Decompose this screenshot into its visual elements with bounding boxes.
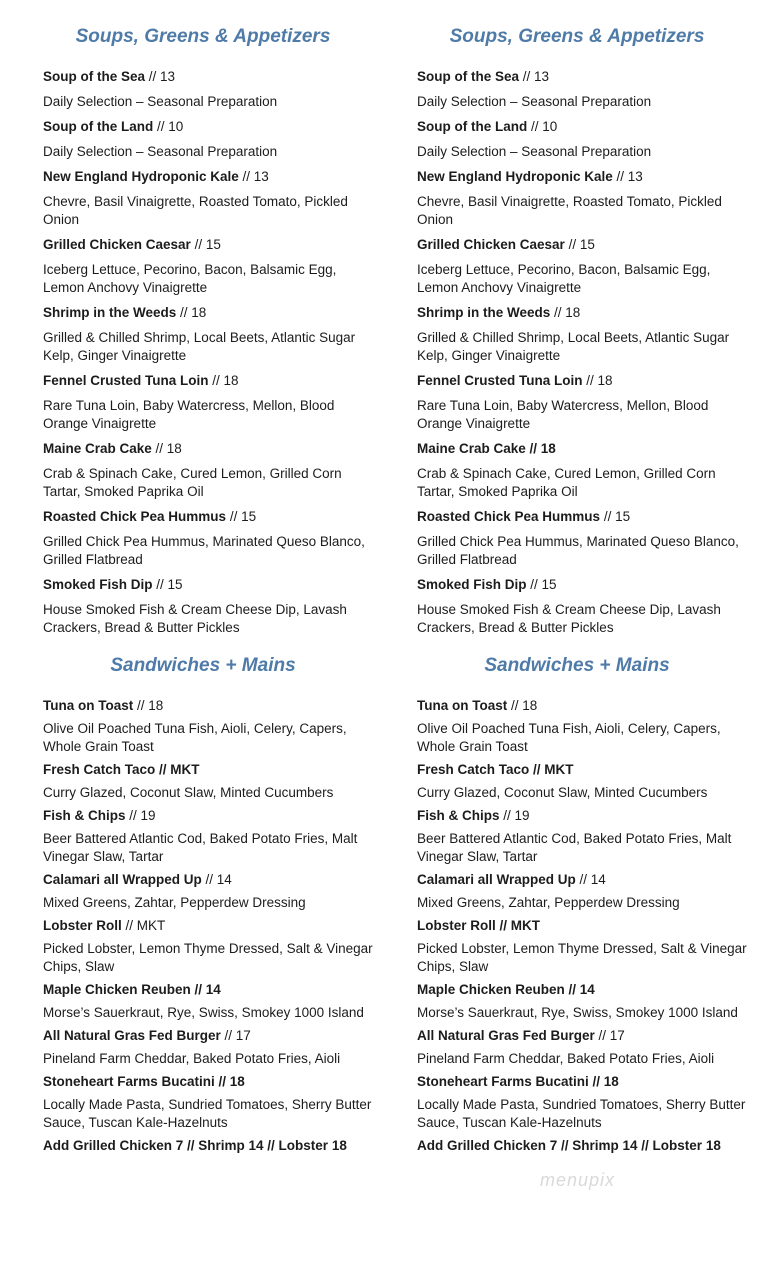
menu-item-description: Locally Made Pasta, Sundried Tomatoes, Sherry Butter Sauce, Tuscan Kale-Hazelnuts bbox=[417, 1097, 746, 1130]
menu-item-name bbox=[417, 1073, 747, 1091]
menu-item-name bbox=[43, 118, 373, 136]
item-title: All Natural Gras Fed Burger bbox=[417, 1028, 595, 1043]
item-title: Maine Crab Cake bbox=[43, 441, 152, 456]
item-title: Shrimp in the Weeds bbox=[417, 305, 551, 320]
section-heading: Soups, Greens & Appetizers bbox=[449, 26, 705, 47]
menu-item-name bbox=[417, 118, 747, 136]
item-title: Tuna on Toast bbox=[417, 698, 508, 713]
menu-item-name bbox=[43, 372, 373, 390]
menu-item-description: Beer Battered Atlantic Cod, Baked Potato Fries, Malt Vinegar Slaw, Tartar bbox=[43, 831, 358, 864]
item-title: Tuna on Toast bbox=[43, 698, 134, 713]
menu-item-name bbox=[43, 68, 373, 86]
item-title: Smoked Fish Dip bbox=[417, 577, 527, 592]
menu-items bbox=[417, 697, 747, 1155]
menu-item-description: House Smoked Fish & Cream Cheese Dip, Lavash Crackers, Bread & Butter Pickles bbox=[417, 602, 721, 635]
item-price: // 17 bbox=[594, 1028, 625, 1043]
item-title: Soup of the Sea bbox=[43, 69, 146, 84]
menu-item-description: Crab & Spinach Cake, Cured Lemon, Grilled Corn Tartar, Smoked Paprika Oil bbox=[417, 466, 716, 499]
item-title: Soup of the Land bbox=[43, 119, 154, 134]
menu-item-name bbox=[417, 168, 747, 186]
menu-item-description: Daily Selection – Seasonal Preparation bbox=[417, 144, 652, 159]
section-heading: Soups, Greens & Appetizers bbox=[75, 26, 331, 47]
item-title: Grilled Chicken Caesar bbox=[43, 237, 191, 252]
menu-item-description: Curry Glazed, Coconut Slaw, Minted Cucumbers bbox=[43, 785, 334, 800]
item-title: Stoneheart Farms Bucatini // 18 bbox=[43, 1074, 245, 1089]
item-title: Calamari all Wrapped Up bbox=[43, 872, 202, 887]
menu-item-name bbox=[43, 304, 373, 322]
item-title: Calamari all Wrapped Up bbox=[417, 872, 576, 887]
menu-item-name bbox=[43, 807, 373, 825]
menu-item-name bbox=[417, 761, 747, 779]
item-title: Fennel Crusted Tuna Loin bbox=[417, 373, 583, 388]
menu-item-description: Mixed Greens, Zahtar, Pepperdew Dressing bbox=[417, 895, 680, 910]
item-price: // 13 bbox=[612, 169, 643, 184]
menu-item-name bbox=[417, 807, 747, 825]
item-title: Fish & Chips bbox=[417, 808, 500, 823]
item-price: // 15 bbox=[564, 237, 595, 252]
menu-item-description: Daily Selection – Seasonal Preparation bbox=[417, 94, 652, 109]
menu-item-name bbox=[43, 1073, 373, 1091]
item-title: Roasted Chick Pea Hummus bbox=[43, 509, 227, 524]
item-price: // 18 bbox=[133, 698, 164, 713]
item-title: Smoked Fish Dip bbox=[43, 577, 153, 592]
menu-item-name bbox=[417, 68, 747, 86]
menu-item-description: Picked Lobster, Lemon Thyme Dressed, Salt & Vinegar Chips, Slaw bbox=[43, 941, 373, 974]
item-price: // 13 bbox=[519, 69, 550, 84]
menu-item-description: House Smoked Fish & Cream Cheese Dip, Lavash Crackers, Bread & Butter Pickles bbox=[43, 602, 347, 635]
menu-item-description: Chevre, Basil Vinaigrette, Roasted Tomato, Pickled Onion bbox=[417, 194, 722, 227]
menu-item-name bbox=[417, 576, 747, 594]
menu-item-name bbox=[43, 440, 373, 458]
menu-items bbox=[417, 68, 747, 644]
menu-item-description: Olive Oil Poached Tuna Fish, Aioli, Celery, Capers, Whole Grain Toast bbox=[43, 721, 347, 754]
menu-item-name bbox=[417, 508, 747, 526]
item-price: // 15 bbox=[226, 509, 257, 524]
add-protein-line: Add Grilled Chicken 7 // Shrimp 14 // Lobster 18 bbox=[43, 1138, 347, 1153]
menu-item-description: Rare Tuna Loin, Baby Watercress, Mellon, Blood Orange Vinaigrette bbox=[43, 398, 335, 431]
item-price: // 15 bbox=[526, 577, 557, 592]
menu-item-description: Iceberg Lettuce, Pecorino, Bacon, Balsamic Egg, Lemon Anchovy Vinaigrette bbox=[43, 262, 337, 295]
item-title: Soup of the Land bbox=[417, 119, 528, 134]
menu-item-description: Morse’s Sauerkraut, Rye, Swiss, Smokey 1000 Island bbox=[417, 1005, 738, 1020]
menu-item-description: Rare Tuna Loin, Baby Watercress, Mellon, Blood Orange Vinaigrette bbox=[417, 398, 709, 431]
menu-item-description: Grilled Chick Pea Hummus, Marinated Queso Blanco, Grilled Flatbread bbox=[43, 534, 365, 567]
menu-item-description: Mixed Greens, Zahtar, Pepperdew Dressing bbox=[43, 895, 306, 910]
menu-item-description: Morse’s Sauerkraut, Rye, Swiss, Smokey 1000 Island bbox=[43, 1005, 364, 1020]
item-title: Fresh Catch Taco // MKT bbox=[43, 762, 200, 777]
menu-item-name bbox=[417, 697, 747, 715]
menu-item-name bbox=[43, 981, 373, 999]
item-price: // 13 bbox=[238, 169, 269, 184]
item-price: // MKT bbox=[121, 918, 166, 933]
menu-item-description: Pineland Farm Cheddar, Baked Potato Fries, Aioli bbox=[417, 1051, 715, 1066]
menu-item-name bbox=[43, 917, 373, 935]
menu-item-description: Chevre, Basil Vinaigrette, Roasted Tomato, Pickled Onion bbox=[43, 194, 348, 227]
item-price: // 18 bbox=[151, 441, 182, 456]
item-title: Lobster Roll bbox=[43, 918, 122, 933]
item-title: Fresh Catch Taco // MKT bbox=[417, 762, 574, 777]
item-price: // 18 bbox=[208, 373, 239, 388]
item-price: // 14 bbox=[575, 872, 606, 887]
menu-item-name bbox=[43, 576, 373, 594]
menu-item-description: Grilled & Chilled Shrimp, Local Beets, Atlantic Sugar Kelp, Ginger Vinaigrette bbox=[417, 330, 730, 363]
section-heading: Sandwiches + Mains bbox=[110, 655, 296, 676]
item-title: All Natural Gras Fed Burger bbox=[43, 1028, 221, 1043]
item-title: New England Hydroponic Kale bbox=[43, 169, 239, 184]
menu-item-description: Picked Lobster, Lemon Thyme Dressed, Salt & Vinegar Chips, Slaw bbox=[417, 941, 747, 974]
item-title: Grilled Chicken Caesar bbox=[417, 237, 565, 252]
item-title: Lobster Roll // MKT bbox=[417, 918, 540, 933]
menu-item-name bbox=[43, 1027, 373, 1045]
item-price: // 18 bbox=[550, 305, 581, 320]
item-price: // 15 bbox=[190, 237, 221, 252]
item-price: // 19 bbox=[125, 808, 156, 823]
menu-item-name bbox=[43, 236, 373, 254]
menu-item-description: Curry Glazed, Coconut Slaw, Minted Cucumbers bbox=[417, 785, 708, 800]
item-price: // 15 bbox=[600, 509, 631, 524]
menu-item-description: Crab & Spinach Cake, Cured Lemon, Grilled Corn Tartar, Smoked Paprika Oil bbox=[43, 466, 342, 499]
menu-item-name bbox=[43, 508, 373, 526]
menu-items bbox=[43, 68, 373, 644]
menu-item-name bbox=[417, 372, 747, 390]
menu-item-name bbox=[43, 697, 373, 715]
menu-item-name bbox=[417, 440, 747, 458]
item-title: Soup of the Sea bbox=[417, 69, 520, 84]
menu-item-description: Pineland Farm Cheddar, Baked Potato Fries, Aioli bbox=[43, 1051, 341, 1066]
item-price: // 18 bbox=[582, 373, 613, 388]
item-title: Maple Chicken Reuben // 14 bbox=[417, 982, 595, 997]
item-price: // 19 bbox=[499, 808, 530, 823]
menu-item-description: Daily Selection – Seasonal Preparation bbox=[43, 144, 278, 159]
menu-item-name bbox=[417, 236, 747, 254]
item-title: Shrimp in the Weeds bbox=[43, 305, 177, 320]
section-heading: Sandwiches + Mains bbox=[484, 655, 670, 676]
menu-item-description: Beer Battered Atlantic Cod, Baked Potato Fries, Malt Vinegar Slaw, Tartar bbox=[417, 831, 732, 864]
menu-item-description: Grilled & Chilled Shrimp, Local Beets, Atlantic Sugar Kelp, Ginger Vinaigrette bbox=[43, 330, 356, 363]
item-title: Fennel Crusted Tuna Loin bbox=[43, 373, 209, 388]
menu-item-description: Daily Selection – Seasonal Preparation bbox=[43, 94, 278, 109]
item-price: // 18 bbox=[176, 305, 207, 320]
menu-item-description: Olive Oil Poached Tuna Fish, Aioli, Celery, Capers, Whole Grain Toast bbox=[417, 721, 721, 754]
menu-item-description: Iceberg Lettuce, Pecorino, Bacon, Balsamic Egg, Lemon Anchovy Vinaigrette bbox=[417, 262, 711, 295]
item-title: Roasted Chick Pea Hummus bbox=[417, 509, 601, 524]
item-title: Maple Chicken Reuben // 14 bbox=[43, 982, 221, 997]
add-protein-line: Add Grilled Chicken 7 // Shrimp 14 // Lobster 18 bbox=[417, 1138, 721, 1153]
menu-item-name bbox=[417, 1027, 747, 1045]
item-price: // 15 bbox=[152, 577, 183, 592]
menu-item-description: Locally Made Pasta, Sundried Tomatoes, Sherry Butter Sauce, Tuscan Kale-Hazelnuts bbox=[43, 1097, 372, 1130]
item-title: Fish & Chips bbox=[43, 808, 126, 823]
watermark: menupix bbox=[540, 1170, 616, 1190]
item-price: // 18 bbox=[507, 698, 538, 713]
menu-item-name bbox=[417, 917, 747, 935]
menu-items bbox=[43, 697, 373, 1155]
menu-item-name bbox=[43, 871, 373, 889]
item-price: // 10 bbox=[153, 119, 184, 134]
menu-item-name bbox=[417, 981, 747, 999]
item-price: // 10 bbox=[527, 119, 558, 134]
item-title: New England Hydroponic Kale bbox=[417, 169, 613, 184]
menu-item-name bbox=[43, 761, 373, 779]
menu-item-name bbox=[417, 304, 747, 322]
menu-item-name bbox=[417, 871, 747, 889]
item-price: // 17 bbox=[220, 1028, 251, 1043]
menu-item-description: Grilled Chick Pea Hummus, Marinated Queso Blanco, Grilled Flatbread bbox=[417, 534, 739, 567]
item-price: // 14 bbox=[201, 872, 232, 887]
item-price: // 13 bbox=[145, 69, 176, 84]
item-title: Maine Crab Cake // 18 bbox=[417, 441, 556, 456]
item-title: Stoneheart Farms Bucatini // 18 bbox=[417, 1074, 619, 1089]
menu-item-name bbox=[43, 168, 373, 186]
